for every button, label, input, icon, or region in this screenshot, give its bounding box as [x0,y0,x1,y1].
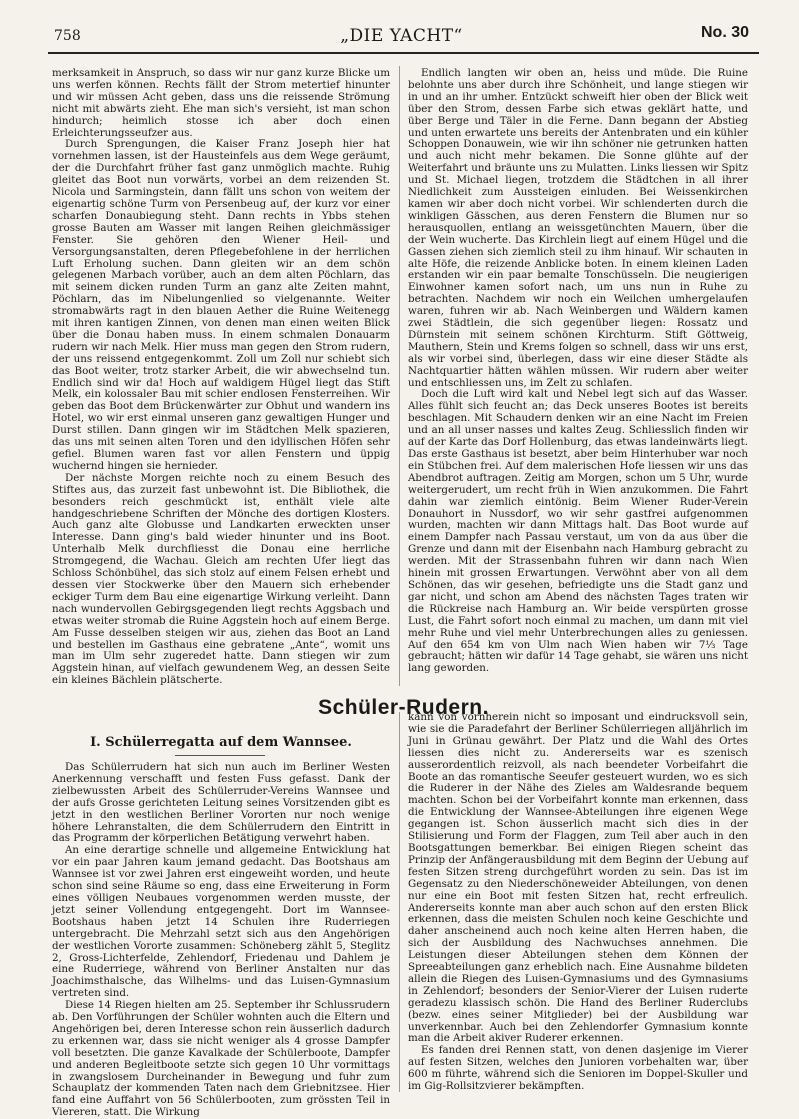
issue-number: No. 30 [700,24,749,41]
paragraph: Endlich langten wir oben an, heiss und müde. Die Ruine belohnte uns aber durch ihre Schönheit, und lange stiegen wir in und an ihr umher. Entzückt schweift hier oben der Blick weit über den Strom, dessen Farbe sich etwas geklärt hatte, und über Berge und Täler in die Ferne. Dann begann der Abstieg und unten erwartete uns bereits der Antenbraten und ein kühler Schoppen Donauwein, wie wir ihn schöner nie getrunken hatten und auch nicht mehr bekamen. Die Sonne glühte auf der Weiterfahrt und bräunte uns zu Mulatten. Links liessen wir Spitz und St. Michael liegen, trotzdem die Städtchen in all ihrer Niedlichkeit zum Aussteigen einluden. Bei Weissenkirchen kamen wir aber doch nicht vorbei. Wir schlenderten durch die winkligen Gässchen, aus deren Fenstern die Blumen nur so herausquollen, entlang an weissgetünchten Mauern, über die der Wein wucherte. Das Kirchlein liegt auf einem Hügel und die Gassen ziehen sich ziemlich steil zu ihm hinauf. Wir schauten in alte Höfe, die reizende Anblicke boten. In einem kleinen Laden erstanden wir ein paar bemalte Tonschüsseln. Die neugierigen Einwohner kamen sofort nach, um uns nun in Ruhe zu betrachten. Nachdem wir noch ein Weilchen umhergelaufen waren, fuhren wir ab. Nach Weinbergen und Wäldern kamen zwei Städtlein, die sich gegenüber liegen: Rossatz und Dürnstein mit seinem schönen Kirchturm. Stift Göttweig, Mauthern, Stein und Krems folgen so schnell, dass wir uns erst, als wir vorbei sind, überlegen, dass wir eine dieser Städte als Nachtquartier hätten wählen müssen. Wir rudern aber weiter und entschliessen uns, im Zelt zu schlafen. [408,67,748,389]
article-rowing-column-1 [52,761,390,1119]
article-subtitle: I. Schülerregatta auf dem Wannsee. [90,735,352,750]
paragraph: Es fanden drei Rennen statt, von denen dasjenige im Vierer auf festen Sitzen, welches den Junioren vorbehalten war, über 600 m führte, während sich die Senioren im Doppel-Skuller und im Gig-Rollsitzvierer bekämpften. [408,1044,748,1093]
column-divider [399,66,400,686]
article-travel-column-1 [52,67,390,687]
article-travel-column-2 [408,68,748,683]
paragraph: Durch Sprengungen, die Kaiser Franz Joseph hier hat vornehmen lassen, ist der Hausteinfels aus dem Wege geräumt, der die Durchfahrt früher fast ganz unmöglich machte. Ruhig gleitet das Boot nun vorwärts, vorbei an dem reizenden St. Nicola und Sarmingstein, dann fällt uns schon von weitem der eigenartig schöne Turm von Persenbeug auf, der kurz vor einer scharfen Donaubiegung steht. Dann rechts in Ybbs stehen grosse Bauten am Wasser mit langen Reihen gleichmässiger Fenster. Sie gehören den Wiener Heil- und Versorgungsanstalten, deren Pflegebefohlene in der herrlichen Luft Erholung suchen. Dann gleiten wir an dem schön gelegenen Marbach vorüber, auch an dem alten Pöchlarn, das mit seinem dicken runden Turm an ganz alte Zeiten mahnt, Pöchlarn, das im Nibelungenlied so vielgenannte. Weiter stromabwärts ragt in den blauen Aether die Ruine Weitenegg mit ihren kantigen Zinnen, von denen man einen weiten Blick über die Donau haben muss. In einem schmalen Donauarm rudern wir nach Melk. Hier muss man gegen den Strom rudern, der uns reissend entgegenkommt. Zoll um Zoll nur schiebt sich das Boot weiter, trotz starker Arbeit, die wir abwechselnd tun. Endlich sind wir da! Hoch auf waldigem Hügel liegt das Stift Melk, ein kolossaler Bau mit schier endlosen Fensterreihen. Wir geben das Boot dem Brückenwärter zur Obhut und wandern ins Hotel, wo wir erst einmal unseren ganz gewaltigen Hunger und Durst stillen. Dann gingen wir im Städtchen Melk spazieren, das uns mit seinen alten Toren und den idyllischen Höfen sehr gefiel. Blumen waren fast vor allen Fenstern und üppig wuchernd hingen sie hernieder. [52,138,390,472]
running-title: „DIE YACHT“ [340,26,463,46]
header-rule [48,52,759,54]
section-title: Schüler-Rudern. [318,696,489,719]
paragraph: Diese 14 Riegen hielten am 25. September ihr Schlussrudern ab. Den Vorführungen der Schüler wohnten auch die Eltern und Angehörigen bei, deren Interesse schon rein äusserlich dadurch zu erkennen war, dass sie nicht weniger als 4 grosse Dampfer voll besetzten. Die ganze Kavalkade der Schülerboote, Dampfer und anderen Begleitboote setzte sich gegen 10 Uhr vormittags in zwangslosem Durcheinander in Bewegung und fuhr zum Schauplatz der kommenden Taten nach dem Griebnitzsee. Hier fand eine Auffahrt von 56 Schülerbooten, zum grössten Teil in Viereren, statt. Die Wirkung [52,999,390,1119]
paragraph: Doch die Luft wird kalt und Nebel legt sich auf das Wasser. Alles fühlt sich feucht an; das Deck unseres Bootes ist bereits beschlagen. Mit Schaudern denken wir an eine Nacht im Freien und an all unser nasses und kaltes Zeug. Schliesslich finden wir auf der Karte das Dorf Hollenburg, das etwas landeinwärts liegt. Das erste Gasthaus ist besetzt, aber beim Hinterhuber war noch ein Stübchen frei. Auf dem malerischen Hofe liessen wir uns das Abendbrot auftragen. Zeitig am Morgen, schon um 5 Uhr, wurde weitergerudert, um recht früh in Wien anzukommen. Die Fahrt dahin war ziemlich eintönig. Beim Wiener Ruder-Verein Donauhort in Nussdorf, wo wir sehr gastfrei aufgenommen wurden, machten wir dann Mittags halt. Das Boot wurde auf einem Dampfer nach Passau verstaut, um von da aus über die Grenze und dann mit der Eisenbahn nach Hamburg gebracht zu werden. Mit der Strassenbahn fuhren wir dann nach Wien hinein mit grossen Erwartungen. Verwöhnt aber von all dem Schönen, das wir gesehen, befriedigte uns die Stadt ganz und gar nicht, und schon am Abend des nächsten Tages traten wir die Rückreise nach Hamburg an. Wir beide verspürten grosse Lust, die Fahrt sofort noch einmal zu machen, um dann mit viel mehr Ruhe und viel mehr Unterbrechungen alles zu geniessen. Auf den 654 km von Ulm nach Wien haben wir 7⅓ Tage gebraucht; hätten wir dafür 14 Tage gehabt, sie wären uns nicht lang geworden. [408,388,748,675]
paragraph: Der nächste Morgen reichte noch zu einem Besuch des Stiftes aus, das zurzeit fast unbewohnt ist. Die Bibliothek, die besonders reich geschmückt ist, enthält viele alte handgeschriebene Schriften der Mönche des dortigen Klosters. Auch ganz alte Globusse und Landkarten erweckten unser Interesse. Dann ging's bald wieder hinunter und ins Boot. Unterhalb Melk durchfliesst die Donau eine herrliche Stromgegend, die Wachau. Gleich am rechten Ufer liegt das Schloss Schönbühel, das sich stolz auf einem Felsen erhebt und dessen vier Stockwerke über den Mauern sich erhebender eckiger Turm dem Bau eine eigenartige Wirkung verleiht. Dann nach wundervollen Gebirgsgegenden liegt rechts Aggsbach und etwas weiter stromab die Ruine Aggstein hoch auf einem Berge. Am Fusse desselben steigen wir aus, ziehen das Boot an Land und bestellen im Gasthaus eine gebratene „Ante“, womit uns man im Ulm sehr zugeredet hatte. Dann stiegen wir zum Aggstein hinan, auf vielfach gewundenem Weg, an dessen Seite ein kleines Bächlein plätscherte. [52,471,390,687]
page-header [44,22,759,50]
paragraph: merksamkeit in Anspruch, so dass wir nur ganz kurze Blicke um uns werfen können. Rechts fällt der Strom metertief hinunter und wir müssen Acht geben, dass uns die reissende Strömung nicht mit abwärts zieht. Ehe man sich's versieht, ist man schon hindurch; heimlich stosse ich aber doch einen Erleichterungsseufzer aus. [52,67,390,139]
page-number: 758 [54,28,81,44]
paragraph: Das Schülerrudern hat sich nun auch im Berliner Westen Anerkennung verschafft und festen Fuss gefasst. Dank der zielbewussten Arbeit des Schülerruder-Vereins Wannsee und der aufs Grosse gerichteten Leitung seines Vorsitzenden gibt es jetzt in den westlichen Berliner Vororten nur noch wenige höhere Lehranstalten, die dem Schülerrudern den Eintritt in das Programm der körperlichen Betätigung verwehrt haben. [52,761,390,845]
column-divider [399,712,400,1092]
paragraph: kann von vornherein nicht so imposant und eindrucksvoll sein, wie sie die Paradefahrt der Berliner Schülerriegen alljährlich im Juni in Grünau gewährt. Der Platz und die Wahl des Ortes liessen dies nicht zu. Andererseits war es szenisch ausserordentlich reizvoll, als nach beendeter Vorbeifahrt die Boote an das romantische Seeufer gesteuert wurden, wo es sich die Ruderer in der Nähe des Zieles am Waldesrande bequem machten. Schon bei der Vorbeifahrt konnte man erkennen, dass die Entwicklung der Wannsee-Abteilungen ihre eigenen Wege gegangen ist. Schon äusserlich macht sich dies in der Stilisierung und Form der Flaggen, zum Teil aber auch in den Bootsgattungen bemerkbar. Bei einigen Riegen scheint das Prinzip der Anfängerausbildung mit dem Beginn der Uebung auf festen Sitzen streng durchgeführt worden zu sein. Das ist im Gegensatz zu den Niederschöneweider Abteilungen, von denen nur eine ein Boot mit festen Sitzen hat, recht erfreulich. Andererseits konnte man aber auch schon auf den ersten Blick erkennen, dass die meisten Schulen noch keine Geschichte und daher anscheinend auch noch keine alten Herren haben, die sich der Ausbildung des Nachwuchses annehmen. Die Leistungen dieser Abteilungen stehen dem Können der Spreeabteilungen ganz erheblich nach. Eine Ausnahme bildeten allein die Riegen des Luisen-Gymnasiums und des Gymnasiums in Zehlendorf; besonders der Senior-Vierer der Luisen ruderte geradezu klassisch schön. Die Hand des Berliner Ruderclubs (bezw. eines seiner Mitglieder) bei der Ausbildung war unverkennbar. Auch bei den Zehlendorfer Gymnasium konnte man die Arbeit akiver Ruderer erkennen. [408,711,748,1045]
subtitle-rule [175,755,265,756]
paragraph: An eine derartige schnelle und allgemeine Entwicklung hat vor ein paar Jahren kaum jemand gedacht. Das Bootshaus am Wannsee ist vor zwei Jahren erst eingeweiht worden, und heute schon sind seine Räume so eng, dass eine Erweiterung in Form eines völligen Neubaues vorgenommen werden musste, der jetzt seiner Vollendung entgegengeht. Dort im Wannsee-Bootshaus haben jetzt 14 Schulen ihre Ruderriegen untergebracht. Die Mehrzahl setzt sich aus den Angehörigen der westlichen Vororte zusammen: Schöneberg zählt 5, Steglitz 2, Gross-Lichterfelde, Zehlendorf, Friedenau und Dahlem je eine Ruderriege, während von Berliner Anstalten nur das Joachimsthalsche, das Wilhelms- und das Luisen-Gymnasium vertreten sind. [52,844,390,1000]
article-rowing-column-2 [408,712,748,1092]
